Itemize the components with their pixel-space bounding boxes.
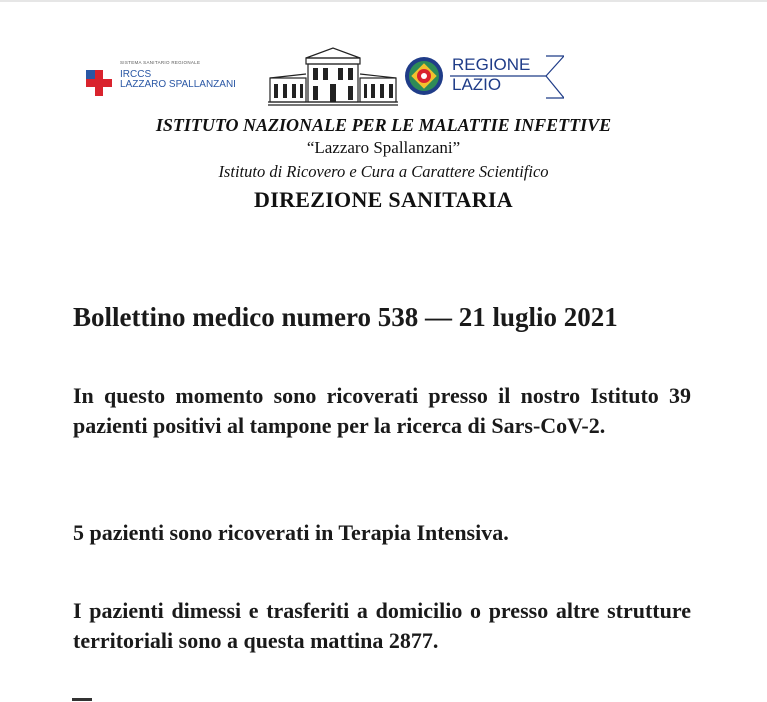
irccs-logo — [86, 60, 256, 100]
lazio-line1: REGIONE — [452, 55, 531, 74]
building-icon — [268, 44, 398, 106]
paragraph-icu: 5 pazienti sono ricoverati in Terapia Intensiva. — [73, 520, 509, 545]
irccs-line2: LAZZARO SPALLANZANI — [120, 79, 236, 90]
lazio-emblem-icon — [404, 56, 444, 96]
cut-off-dash — [72, 698, 92, 701]
irccs-small-text: SISTEMA SANITARIO REGIONALE — [120, 60, 201, 65]
paragraph-discharged: I pazienti dimessi e trasferiti a domicilio o presso altre strutture territoriali sono a questa mattina 2877. — [73, 598, 691, 653]
department-title: DIREZIONE SANITARIA — [254, 187, 513, 212]
bulletin-title: Bollettino medico numero 538 — 21 luglio 2021 — [73, 302, 618, 332]
institute-title: ISTITUTO NAZIONALE PER LE MALATTIE INFETTIVE — [155, 115, 612, 135]
paragraph-admitted: In questo momento sono ricoverati presso il nostro Istituto 39 pazienti positivi al tampone per la ricerca di Sars-CoV-2. — [73, 383, 691, 438]
lazio-line2: LAZIO — [452, 75, 502, 94]
regione-lazio-logo — [404, 54, 564, 100]
irccs-line1: IRCCS — [120, 69, 152, 80]
institute-name: “Lazzaro Spallanzani” — [306, 138, 461, 157]
institute-subtitle: Istituto di Ricovero e Cura a Carattere Scientifico — [218, 162, 549, 181]
top-border — [0, 0, 767, 2]
red-cross-icon — [86, 70, 112, 96]
